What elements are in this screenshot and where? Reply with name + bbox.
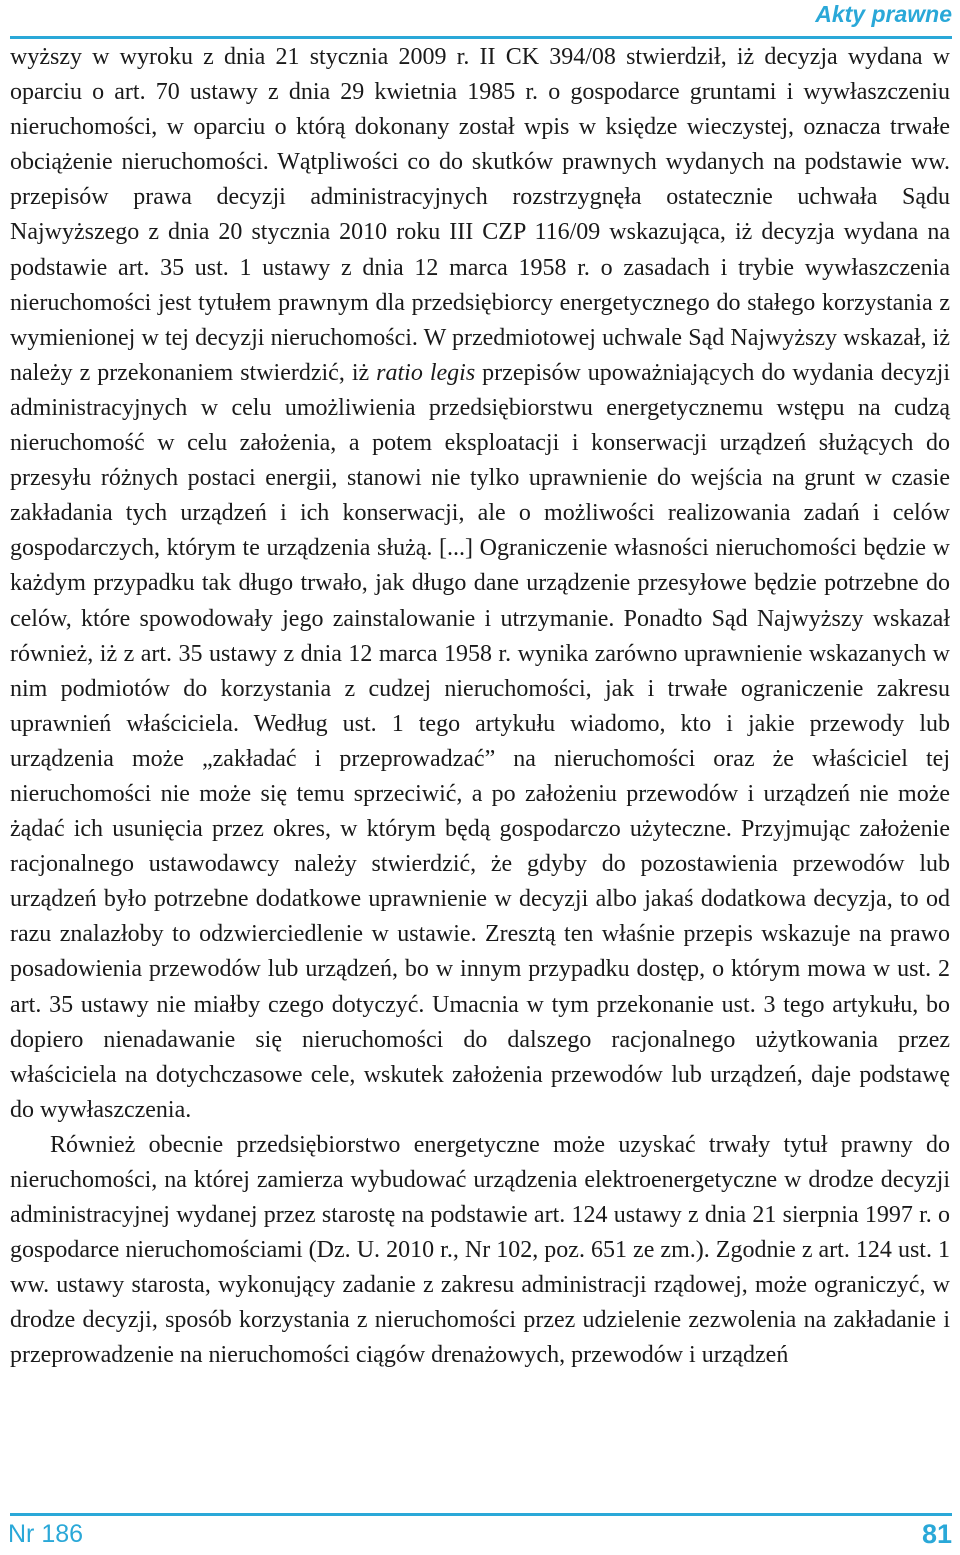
paragraph-continued <box>10 40 950 1128</box>
paragraph-text: przepisów upoważniających do wydania decyzji administracyjnych w celu umożliwienia przedsiębiorstwu energetycznemu wstępu na cudzą nieruchomość w celu założenia, a potem eksploatacji i konserwacji urządzeń służących do przesyłu różnych postaci energii, stanowi nie tylko uprawnienie do wejścia na grunt w czasie zakładania tych urządzeń i ich konserwacji, ale o możliwości realizowania zadań i celów gospodarczych, którym te urządzenia służą. [...] Ograniczenie własności nieruchomości będzie w każdym przypadku tak długo trwało, jak długo dane urządzenie przesyłowe będzie potrzebne do celów, które spowodowały jego zainstalowanie i utrzymanie. Ponadto Sąd Najwyższy wskazał również, iż z art. 35 ustawy z dnia 12 marca 1958 r. wynika zarówno uprawnienie wskazanych w nim podmiotów do korzystania z cudzej nieruchomości, jak i trwałe ograniczenie zakresu uprawnień właściciela. Według ust. 1 tego artykułu wiadomo, kto i jakie przewody lub urządzenia może „zakładać i przeprowadzać” na nieruchomości oraz że właściciel tej nieruchomości nie może się temu sprzeciwić, a po założeniu przewodów i urządzeń nie może żądać ich usunięcia przez okres, w którym będą gospodarczo użyteczne. Przyjmując założenie racjonalnego ustawodawcy należy stwierdzić, że gdyby do pozostawienia przewodów lub urządzeń było potrzebne dodatkowe uprawnienie w decyzji albo jakaś dodatkowa decyzja, to od razu znalazłoby to odzwierciedlenie w ustawie. Zresztą ten właśnie przepis wskazuje na prawo posadowienia przewodów lub urządzeń, bo w innym przypadku dostęp, o którym mowa w ust. 2 art. 35 ustawy nie miałby czego dotyczyć. Umacnia w tym przekonanie ust. 3 tego artykułu, bo dopiero nienadawanie się nieruchomości do dalszego racjonalnego użytkowania przez właściciela na dotychczasowe cele, wskutek założenia przewodów lub urządzeń, daje podstawę do wywłaszczenia. <box>10 359 950 1123</box>
issue-number: Nr 186 <box>8 1520 84 1548</box>
latin-term: ratio legis <box>376 359 476 386</box>
paragraph: Również obecnie przedsiębiorstwo energetyczne może uzyskać trwały tytuł prawny do nieruchomości, na której zamierza wybudować urządzenia elektroenergetyczne w drodze decyzji administracyjnej wydanej przez starostę na podstawie art. 124 ustawy z dnia 21 sierpnia 1997 r. o gospodarce nieruchomościami (Dz. U. 2010 r., Nr 102, poz. 651 ze zm.). Zgodnie z art. 124 ust. 1 ww. ustawy starosta, wykonujący zadanie z zakresu administracji rządowej, może ograniczyć, w drodze decyzji, sposób korzystania z nieruchomości przez udzielenie zezwolenia na zakładanie i przeprowadzenie na nieruchomości ciągów drenażowych, przewodów i urządzeń <box>10 1131 950 1369</box>
header-divider <box>10 36 952 39</box>
footer-divider <box>10 1513 952 1516</box>
paragraph-text: wyższy w wyroku z dnia 21 stycznia 2009 r. II CK 394/08 stwierdził, iż decyzja wydana w oparciu o art. 70 ustawy z dnia 29 kwietnia 1985 r. o gospodarce gruntami i wywłaszczeniu nieruchomości, w oparciu o którą dokonany został wpis w księdze wieczystej, oznacza trwałe obciążenie nieruchomości. Wątpliwości co do skutków prawnych wydanych na podstawie ww. przepisów prawa decyzji administracyjnych rozstrzygnęła ostatecznie uchwała Sądu Najwyższego z dnia 20 stycznia 2010 roku III CZP 116/09 wskazująca, iż decyzja wydana na podstawie art. 35 ust. 1 ustawy z dnia 12 marca 1958 r. o zasadach i trybie wywłaszczenia nieruchomości jest tytułem prawnym dla przedsiębiorcy energetycznego do stałego korzystania z wymienionej w tej decyzji nieruchomości. W przedmiotowej uchwale Sąd Najwyższy wskazał, iż należy z przekonaniem stwierdzić, iż <box>10 44 950 386</box>
section-title: Akty prawne <box>815 1 952 27</box>
page-number: 81 <box>921 1519 952 1549</box>
article-body <box>10 40 950 1374</box>
